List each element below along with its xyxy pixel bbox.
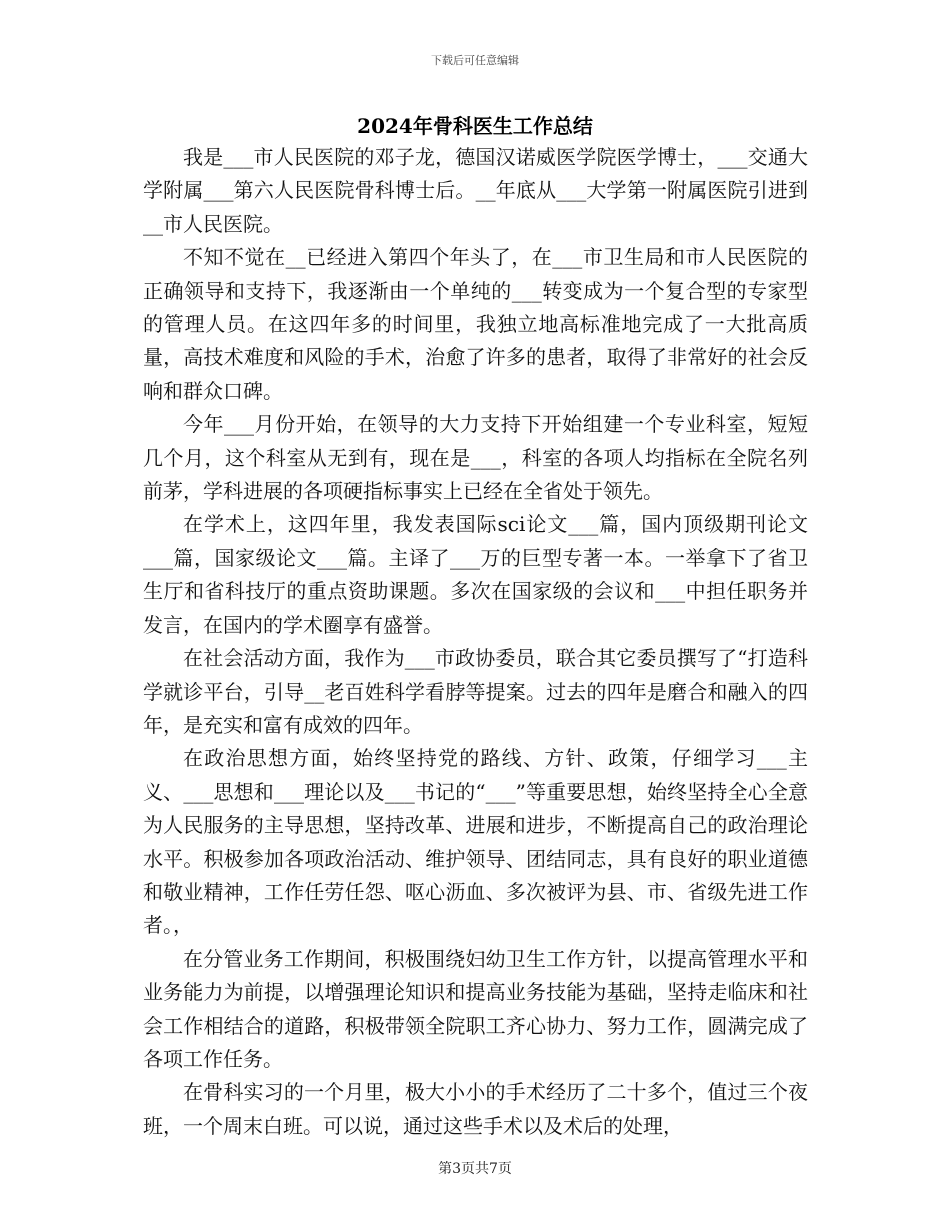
page-indicator: 第3页共7页 [438, 1161, 512, 1177]
paragraph: 我是___市人民医院的邓子龙，德国汉诺威医学院医学博士，___交通大学附属___第六人民医院骨科博士后。__年底从___大学第一附属医院引进到__市人民医院。 [143, 145, 808, 236]
paragraph: 不知不觉在__已经进入第四个年头了，在___市卫生局和市人民医院的正确领导和支持下，我逐渐由一个单纯的___转变成为一个复合型的专家型的管理人员。在这四年多的时间里，我独立地高标准地完成了一大批高质量，高技术难度和风险的手术，治愈了许多的患者，取得了非常好的社会反响和群众口碑。 [143, 245, 808, 403]
paragraph: 在学术上，这四年里，我发表国际sci论文___篇，国内顶级期刊论文___篇，国家级论文___篇。主译了___万的巨型专著一本。一举拿下了省卫生厅和省科技厅的重点资助课题。多次在国家级的会议和___中担任职务并发言，在国内的学术圈享有盛誉。 [143, 512, 808, 637]
document-title: 2024年骨科医生工作总结 [357, 114, 593, 138]
paragraph: 在社会活动方面，我作为___市政协委员，联合其它委员撰写了“打造科学就诊平台，引导__老百姓科学看脖等提案。过去的四年是磨合和融入的四年，是充实和富有成效的四年。 [143, 646, 808, 737]
paragraph: 今年___月份开始，在领导的大力支持下开始组建一个专业科室，短短几个月，这个科室从无到有，现在是___，科室的各项人均指标在全院名列前茅，学科进展的各项硬指标事实上已经在全省处于领先。 [143, 412, 808, 504]
paragraph: 在政治思想方面，始终坚持党的路线、方针、政策，仔细学习___主义、___思想和___理论以及___书记的“___”等重要思想，始终坚持全心全意为人民服务的主导思想，坚持改革、进展和进步，不断提高自己的政治理论水平。积极参加各项政治活动、维护领导、团结同志，具有良好的职业道德和敬业精神，工作任劳任怨、呕心沥血、多次被评为县、市、省级先进工作者。， [143, 746, 808, 938]
document-body [143, 141, 808, 1143]
paragraph: 在骨科实习的一个月里，极大小小的手术经历了二十多个，值过三个夜班，一个周末白班。可以说，通过这些手术以及术后的处理， [143, 1080, 808, 1138]
header-note: 下载后可任意编辑 [431, 54, 519, 67]
paragraph: 在分管业务工作期间，积极围绕妇幼卫生工作方针，以提高管理水平和业务能力为前提，以增强理论知识和提高业务技能为基础，坚持走临床和社会工作相结合的道路，积极带领全院职工齐心协力、努力工作，圆满完成了各项工作任务。 [143, 946, 808, 1071]
